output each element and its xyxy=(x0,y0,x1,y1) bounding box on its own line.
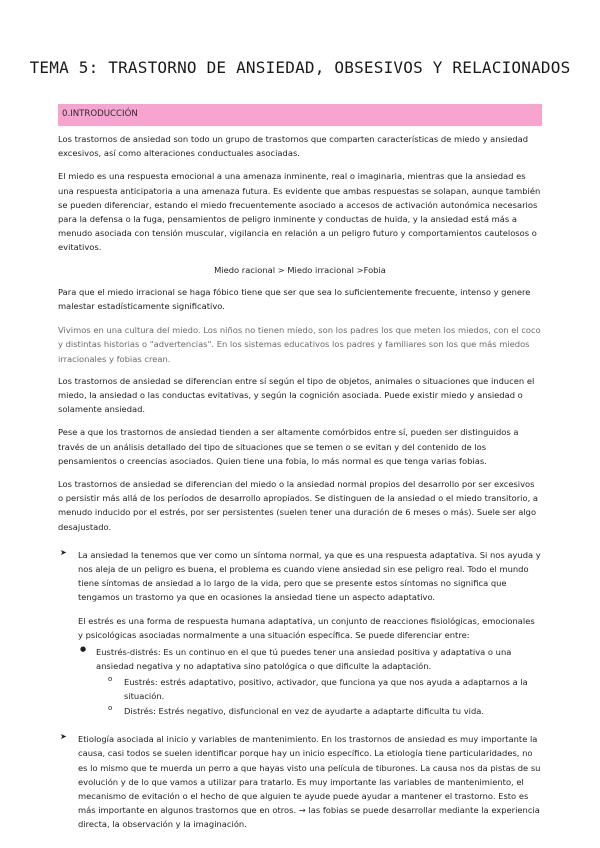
bullet-distres: Distrés: Estrés negativo, disfuncional en vez de ayudarte a adaptarte dificulta tu vida. xyxy=(124,705,485,716)
list-item xyxy=(58,614,542,642)
list-item xyxy=(58,732,542,831)
arrow-bullet-icon: ➤ xyxy=(60,732,67,742)
list-item xyxy=(58,704,542,718)
bullet-etiology: Etiología asociada al inicio y variables de mantenimiento. En los trastornos de ansiedad es muy importante la causa, casi todos se suelen identificar porque hay un inicio específico. La etiología tiene particularidades, no es lo mismo que te muerda un perro a que hayas visto una película de tiburones. La causa nos da pistas de su evolución y de lo que vamos a utilizar para tratarlo. Es muy importante las variables de mantenimiento, el mecanismo de evitación o el hecho de que alguien te ayude puede ayudar a mantener el trastorno. Esto es más importante en algunos trastornos que en otros. → las fobias se puede desarrollar mediante la experiencia directa, la observación y la imaginación. xyxy=(78,734,541,830)
bullet-stress-definition: El estrés es una forma de respuesta humana adaptativa, un conjunto de reacciones fisiológicas, emocionales y psicológicas asociadas normalmente a una situación específica. Se puede diferenciar entre: xyxy=(78,615,535,640)
list-item xyxy=(58,548,542,605)
circle-bullet-icon: o xyxy=(108,674,113,683)
section-header xyxy=(58,104,542,126)
paragraph-phobia: Para que el miedo irracional se haga fóbico tiene que ser que sea lo suficientemente frecuente, intenso y genere malestar estadísticamente significativo. xyxy=(58,286,531,312)
section-title: 0.INTRODUCCIÓN xyxy=(62,109,138,119)
paragraph-normal-vs-disorder: Los trastornos de ansiedad se diferencian del miedo o la ansiedad normal propios del desarrollo por ser excesivos o persistir más allá de los períodos de desarrollo apropiados. Se distinguen de la ansiedad o el miedo transitorio, a menudo inducido por el estrés, por ser persistentes (suelen tener una duración de 6 meses o más). Suele ser algo desajustado. xyxy=(58,479,538,532)
paragraph-fear-scale: Miedo racional > Miedo irracional >Fobia xyxy=(214,264,386,275)
disc-bullet-icon: ● xyxy=(80,645,87,654)
paragraph-differences: Los trastornos de ansiedad se diferencian entre sí según el tipo de objetos, animales o situaciones que inducen el miedo, la ansiedad o las conductas evitativas, y según la cognición asociada. Puede existir miedo y ansiedad o solamente ansiedad. xyxy=(58,375,535,415)
paragraph-comorbidity: Pese a que los trastornos de ansiedad tienden a ser altamente comórbidos entre sí, pueden ser distinguidos a través de un análisis detallado del tipo de situaciones que se temen o se evitan y del contenido de los pensamientos o creencias asociados. Quien tiene una fobia, lo más normal es que tenga varias fobias. xyxy=(58,427,519,466)
list-item xyxy=(58,675,542,703)
document-body xyxy=(58,132,542,832)
list-item xyxy=(58,645,542,673)
paragraph-culture-of-fear: Vivimos en una cultura del miedo. Los niños no tienen miedo, son los padres los que meten los miedos, con el coco y distintas historias o "advertencias". En los sistemas educativos los padres y familiares son los que más miedos irracionales y fobias crean. xyxy=(58,325,541,364)
circle-bullet-icon: o xyxy=(108,703,113,712)
bullet-anxiety-symptom: La ansiedad la tenemos que ver como un síntoma normal, ya que es una respuesta adaptativa. Si nos ayuda y nos aleja de un peligro es buena, el problema es cuando viene ansiedad sin ese peligro real. Todo el mundo tiene síntomas de ansiedad a lo largo de la vida, pero que se presente estos síntomas no significa que tengamos un trastorno ya que en ocasiones la ansiedad tiene un aspecto adaptativo. xyxy=(78,549,541,603)
bullet-eustres: Eustrés: estrés adaptativo, positivo, activador, que funciona ya que nos ayuda a adaptarnos a la situación. xyxy=(124,676,528,701)
paragraph-fear-anxiety: El miedo es una respuesta emocional a una amenaza inminente, real o imaginaria, mientras que la ansiedad es una respuesta anticipatoria a una amenaza futura. Es evidente que ambas respuestas se solapan, aunque también se pueden diferenciar, estando el miedo frecuentemente asociado a accesos de activación autonómica necesarios para la defensa o la fuga, pensamientos de peligro inminente y conductas de huida, y la ansiedad está más a menudo asociada con tensión muscular, vigilancia en relación a un peligro futuro y comportamientos cautelosos o evitativos. xyxy=(58,171,541,253)
paragraph-intro: Los trastornos de ansiedad son todo un grupo de trastornos que comparten características de miedo y ansiedad excesivos, así como alteraciones conductuales asociadas. xyxy=(58,134,529,159)
page-title: TEMA 5: TRASTORNO DE ANSIEDAD, OBSESIVOS Y RELACIONADOS xyxy=(29,58,571,77)
bullet-eustres-distres: Eustrés-distrés: Es un continuo en el que tú puedes tener una ansiedad positiva y adaptativa o una ansiedad negativa y no adaptativa sino patológica o que dificulte la adaptación. xyxy=(96,647,512,672)
arrow-bullet-icon: ➤ xyxy=(60,547,67,557)
